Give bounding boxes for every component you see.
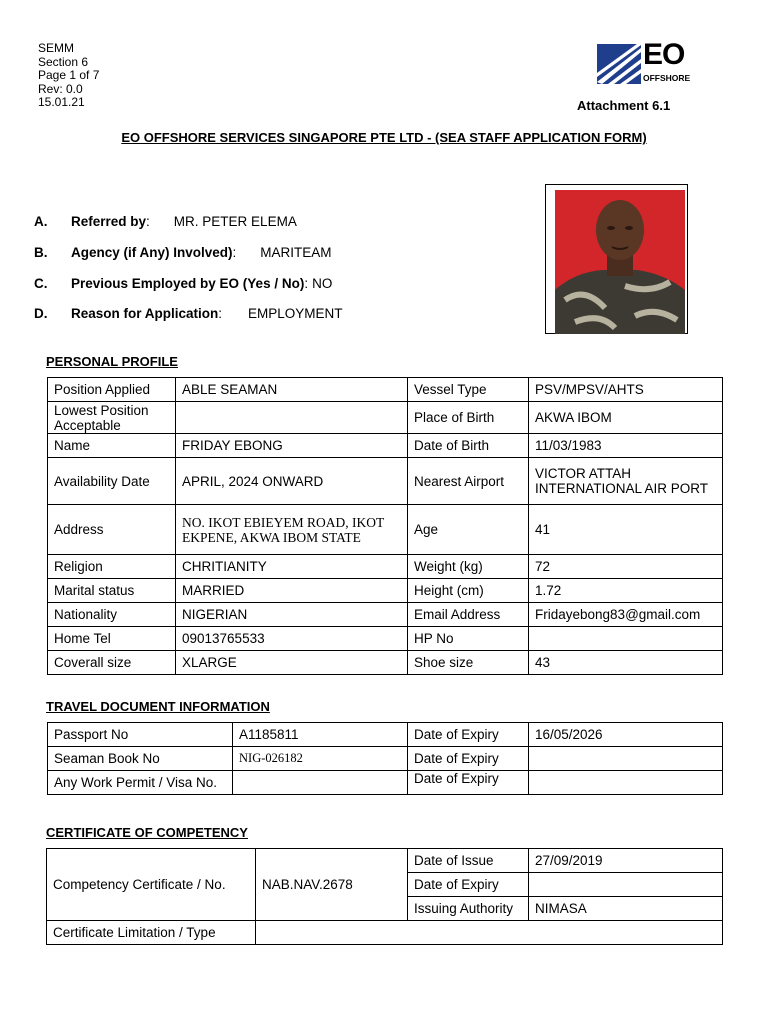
question-reason: D. Reason for Application: EMPLOYMENT — [34, 306, 343, 321]
personal-profile-heading: PERSONAL PROFILE — [46, 354, 178, 369]
agency-value: MARITEAM — [260, 245, 332, 260]
document-control-info — [38, 42, 99, 110]
address-value: NO. IKOT EBIEYEM ROAD, IKOT EKPENE, AKWA IBOM STATE — [176, 505, 408, 555]
weight-value: 72 — [529, 555, 723, 579]
attachment-label: Attachment 6.1 — [577, 98, 671, 113]
marital-status-value: MARRIED — [176, 579, 408, 603]
logo-text: EO — [643, 38, 685, 71]
table-row: Marital status MARRIED Height (cm) 1.72 — [48, 579, 723, 603]
competency-certificate-label: Competency Certificate / No. — [47, 849, 256, 921]
question-agency: B. Agency (if Any) Involved): MARITEAM — [34, 245, 332, 260]
table-row: Issuing Authority NIMASA — [47, 897, 723, 921]
certificate-expiry-value — [529, 873, 723, 897]
doc-section: Section 6 — [38, 54, 89, 69]
form-title: EO OFFSHORE SERVICES SINGAPORE PTE LTD - (SEA STAFF APPLICATION FORM) — [121, 130, 647, 145]
question-previous-employed: C. Previous Employed by EO (Yes / No): NO — [34, 276, 333, 291]
passport-no-value: A1185811 — [233, 723, 408, 747]
seaman-book-expiry-value — [529, 747, 723, 771]
competency-heading: CERTIFICATE OF COMPETENCY — [46, 825, 248, 840]
height-value: 1.72 — [529, 579, 723, 603]
competency-table — [46, 848, 723, 945]
passport-expiry-value: 16/05/2026 — [529, 723, 723, 747]
work-permit-value — [233, 771, 408, 795]
age-value: 41 — [529, 505, 723, 555]
lowest-position-value — [176, 402, 408, 434]
travel-document-heading: TRAVEL DOCUMENT INFORMATION — [46, 699, 270, 714]
competency-certificate-no: NAB.NAV.2678 — [256, 849, 408, 921]
logo-subtext: OFFSHORE — [643, 73, 691, 83]
date-of-birth-value: 11/03/1983 — [529, 434, 723, 458]
table-row: Date of Expiry — [47, 873, 723, 897]
issuing-authority-value: NIMASA — [529, 897, 723, 921]
religion-value: CHRITIANITY — [176, 555, 408, 579]
table-row: Availability Date APRIL, 2024 ONWARD Nearest Airport VICTOR ATTAH INTERNATIONAL AIR PORT — [48, 458, 723, 505]
home-tel-value: 09013765533 — [176, 627, 408, 651]
applicant-photo-frame — [545, 184, 688, 334]
table-row: Name FRIDAY EBONG Date of Birth 11/03/1983 — [48, 434, 723, 458]
table-row: Home Tel 09013765533 HP No — [48, 627, 723, 651]
shoe-size-value: 43 — [529, 651, 723, 675]
table-row: Coverall size XLARGE Shoe size 43 — [48, 651, 723, 675]
referred-by-value: MR. PETER ELEMA — [173, 214, 297, 229]
question-referred-by: A. Referred by: MR. PETER ELEMA — [34, 214, 297, 229]
date-of-issue-value: 27/09/2019 — [529, 849, 723, 873]
reason-value: EMPLOYMENT — [248, 306, 343, 321]
position-applied-value: ABLE SEAMAN — [176, 378, 408, 402]
table-row: Passport No A1185811 Date of Expiry 16/05/2026 — [48, 723, 723, 747]
applicant-photo — [555, 190, 685, 334]
work-permit-expiry-value — [529, 771, 723, 795]
table-row: Any Work Permit / Visa No. Date of Expiry — [48, 771, 723, 795]
table-row: Seaman Book No NIG-026182 Date of Expiry — [48, 747, 723, 771]
place-of-birth-value: AKWA IBOM — [529, 402, 723, 434]
table-row — [47, 921, 723, 945]
doc-date: 15.01.21 — [38, 95, 85, 109]
email-value: Fridayebong83@gmail.com — [529, 603, 723, 627]
doc-revision: Rev: 0.0 — [38, 81, 83, 96]
previous-employed-value: NO — [312, 276, 333, 291]
availability-date-value: APRIL, 2024 ONWARD — [176, 458, 408, 505]
seaman-book-value: NIG-026182 — [233, 747, 408, 771]
table-row: Lowest Position Acceptable Place of Birth AKWA IBOM — [48, 402, 723, 434]
nearest-airport-value: VICTOR ATTAH INTERNATIONAL AIR PORT — [529, 458, 723, 505]
certificate-limitation-label: Certificate Limitation / Type — [47, 921, 256, 945]
doc-code: SEMM — [38, 41, 74, 55]
hp-no-value — [529, 627, 723, 651]
table-row: Position Applied ABLE SEAMAN Vessel Type PSV/MPSV/AHTS — [48, 378, 723, 402]
nationality-value: NIGERIAN — [176, 603, 408, 627]
table-row: Religion CHRITIANITY Weight (kg) 72 — [48, 555, 723, 579]
doc-page: Page 1 of 7 — [38, 68, 100, 82]
travel-document-table — [47, 722, 723, 795]
coverall-size-value: XLARGE — [176, 651, 408, 675]
table-row: Competency Certificate / No. NAB.NAV.2678 Date of Issue 27/09/2019 — [47, 849, 723, 873]
table-row: Address NO. IKOT EBIEYEM ROAD, IKOT EKPENE, AKWA IBOM STATE Age 41 — [48, 505, 723, 555]
certificate-limitation-value — [256, 921, 723, 945]
personal-profile-table — [47, 377, 723, 675]
eo-offshore-logo — [596, 38, 696, 86]
vessel-type-value: PSV/MPSV/AHTS — [529, 378, 723, 402]
table-row: Nationality NIGERIAN Email Address Fridayebong83@gmail.com — [48, 603, 723, 627]
name-value: FRIDAY EBONG — [176, 434, 408, 458]
